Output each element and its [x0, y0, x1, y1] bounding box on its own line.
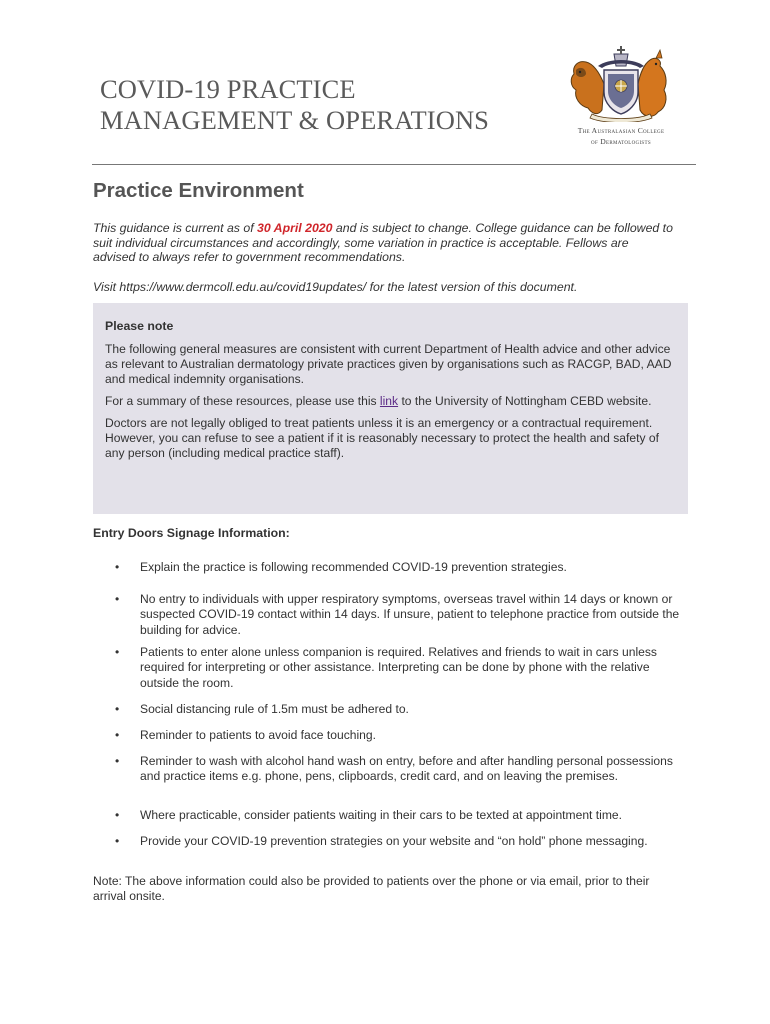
visit-link-paragraph: Visit https://www.dermcoll.edu.au/covid19updates/ for the latest version of this document.	[93, 280, 578, 294]
bullet-icon: •	[115, 834, 120, 848]
college-name	[560, 125, 682, 147]
please-note-box	[93, 303, 688, 514]
list-item-text: Reminder to wash with alcohol hand wash on entry, before and after handling personal possessions and practice items e.g. phone, pens, clipboards, credit card, and on leaving the premises.	[140, 754, 673, 784]
note-p2-before: For a summary of these resources, please use this	[105, 394, 380, 408]
college-crest-icon	[564, 44, 676, 122]
list-item-text: Social distancing rule of 1.5m must be adhered to.	[140, 702, 409, 716]
bullet-icon: •	[115, 702, 120, 716]
footnote: Note: The above information could also be provided to patients over the phone or via email, prior to their arrival onsite.	[93, 874, 650, 904]
section-title: Practice Environment	[93, 179, 304, 202]
bullet-icon: •	[115, 728, 120, 742]
title-line-2: MANAGEMENT & OPERATIONS	[100, 105, 490, 135]
bullet-icon: •	[115, 645, 120, 659]
bullet-icon: •	[115, 560, 120, 574]
cebd-link[interactable]: link	[379, 394, 399, 408]
note-paragraph-2	[105, 394, 676, 409]
title-line-1: COVID-19 PRACTICE	[100, 74, 356, 104]
intro-text-before: This guidance is current as of	[93, 221, 258, 235]
intro-date: 30 April 2020	[257, 221, 333, 235]
college-name-line-2: of Dermatologists	[591, 137, 651, 146]
intro-paragraph	[93, 221, 673, 265]
list-item-text: Where practicable, consider patients waiting in their cars to be texted at appointment time.	[140, 808, 622, 822]
bullet-icon: •	[115, 592, 120, 606]
list-item-text: No entry to individuals with upper respiratory symptoms, overseas travel within 14 days or known or suspected COVID-19 contact within 14 days. If unsure, patient to telephone practice from outside the building for advice.	[140, 592, 680, 637]
intro-text-after: and is subject to change. College guidance can be followed to suit individual circumstances and accordingly, some variation in practice is acceptable. Fellows are advised to always refer to government recommendations.	[93, 221, 673, 264]
list-item-text: Explain the practice is following recommended COVID-19 prevention strategies.	[140, 560, 567, 574]
note-heading: Please note	[105, 319, 174, 333]
list-item-text: Patients to enter alone unless companion is required. Relatives and friends to wait in cars unless required for interpreting or other assistance. Interpreting can be done by phone with the relative outside the room.	[140, 645, 657, 690]
header-divider	[92, 164, 696, 165]
list-item-text: Provide your COVID-19 prevention strategies on your website and “on hold” phone messaging.	[140, 834, 648, 848]
college-name-line-1: The Australasian College	[577, 126, 665, 135]
document-title	[100, 74, 520, 136]
note-p2-after: to the University of Nottingham CEBD website.	[398, 394, 652, 408]
note-paragraph-1: The following general measures are consistent with current Department of Health advice and other advice as relevant to Australian dermatology private practices given by organisations such as RACGP, BAD, AAD and medical indemnity organisations.	[105, 342, 672, 386]
note-paragraph-3: Doctors are not legally obliged to treat patients unless it is an emergency or a contractual requirement. However, you can refuse to see a patient if it is reasonably necessary to protect the health and safety of any person (including medical practice staff).	[105, 416, 659, 460]
bullet-icon: •	[115, 754, 120, 768]
bullet-icon: •	[115, 808, 120, 822]
list-item-text: Reminder to patients to avoid face touching.	[140, 728, 376, 742]
signage-heading: Entry Doors Signage Information:	[93, 526, 290, 540]
